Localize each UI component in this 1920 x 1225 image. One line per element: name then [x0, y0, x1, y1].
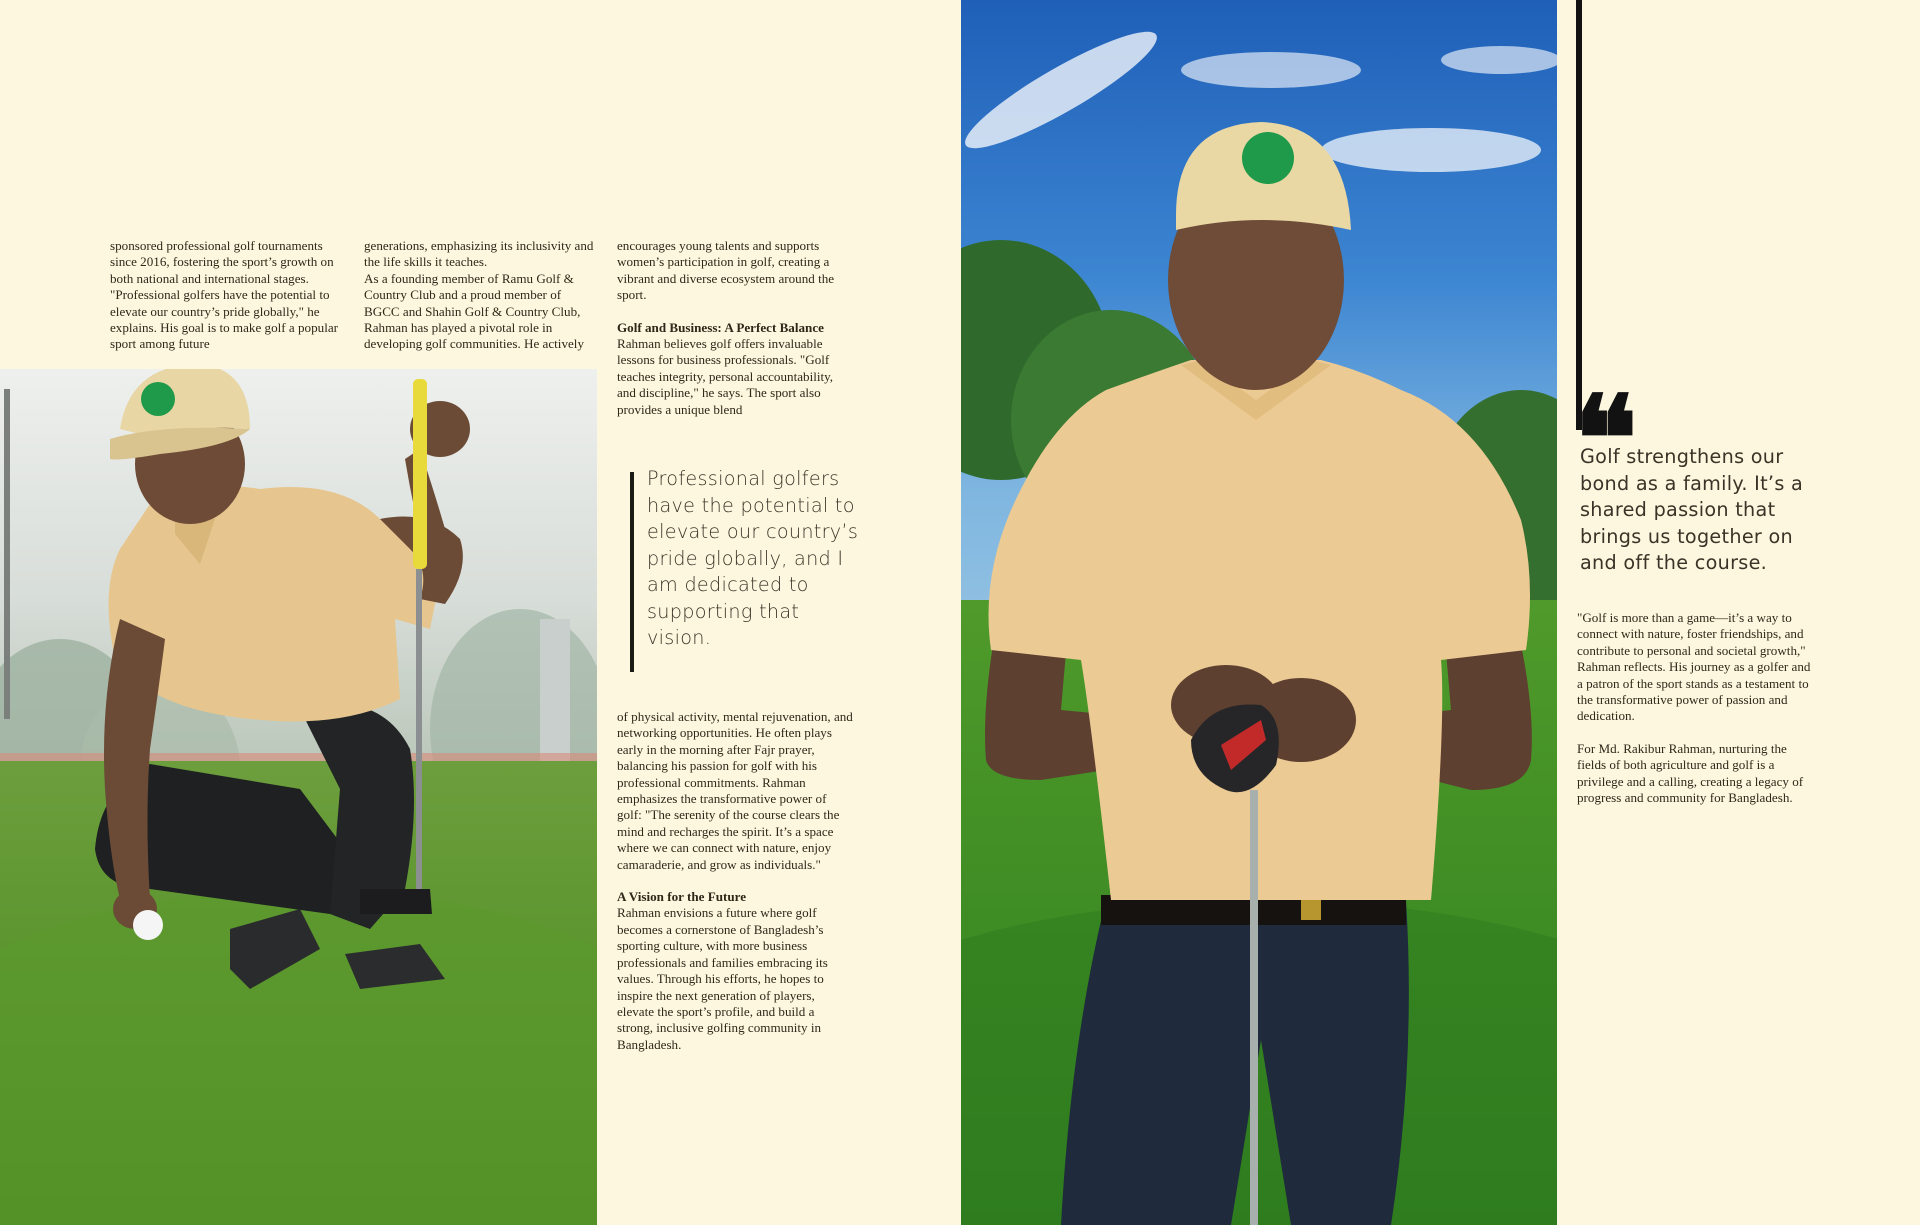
column-3-text-4: Rahman envisions a future where golf becomes a cornerstone of Bangladesh’s sporting culture, with more business professionals and families embracing its values. Through his efforts, he hopes to inspire the next generation of players, elevate the sport’s profile, and build a strong, inclusive golfing community in Bangladesh. — [617, 905, 828, 1052]
article-column-1 — [110, 238, 348, 353]
golfer-crouching-photo — [0, 369, 597, 1225]
article-column-2 — [364, 238, 600, 353]
column-3-text-2: Rahman believes golf offers invaluable lessons for business professionals. "Golf teaches integrity, personal accountability, and discipline," he says. The sport also provides a unique blend — [617, 336, 834, 417]
pull-quote-bar — [630, 472, 634, 672]
golfer-crouching-illustration — [0, 369, 597, 1225]
column-1-text: sponsored professional golf tournaments since 2016, fostering the sport’s growth on both national and international stages. "Professional golfers have the potential to elevate our country’s pride globally," he explains. His goal is to make golf a popular sport among future — [110, 238, 339, 352]
quote-mark-icon: ❝ — [1574, 369, 1638, 508]
article-column-4 — [1577, 610, 1817, 806]
pull-quote-right: Golf strengthens our bond as a family. It’s a shared passion that brings us together on and off the course. — [1580, 445, 1804, 574]
column-4-text-2: For Md. Rakibur Rahman, nurturing the fields of both agriculture and golf is a privilege and a calling, creating a legacy of progress and community for Bangladesh. — [1577, 740, 1804, 806]
article-column-3-top — [617, 238, 849, 418]
section-heading-vision: A Vision for the Future — [617, 889, 747, 905]
quote-vertical-bar — [1576, 0, 1582, 430]
golfer-standing-photo — [961, 0, 1557, 1225]
pull-quote-mid: Professional golfers have the potential to elevate our country’s pride globally, and I am dedicated to supporting that vision. — [647, 467, 859, 649]
column-4-text-1: "Golf is more than a game—it’s a way to connect with nature, foster friendships, and contribute to personal and societal growth," Rahman reflects. His journey as a golfer and a patron of the sport stands as a testament to the transformative power of passion and dedication. — [1577, 610, 1811, 724]
article-column-3-bottom — [617, 709, 853, 1053]
column-3-text-3: of physical activity, mental rejuvenation, and networking opportunities. He often plays early in the morning after Fajr prayer, balancing his passion for golf with his professional commitments. Rahman emphasizes the transformative power of golf: "The serenity of the course clears the mind and recharges the spirit. It’s a space where we can connect with nature, enjoy camaraderie, and grow as individuals." — [617, 709, 853, 872]
golfer-standing-illustration — [961, 0, 1557, 1225]
column-3-text-1: encourages young talents and supports women’s participation in golf, creating a vibrant and diverse ecosystem around the sport. — [617, 238, 835, 303]
section-heading-golf-business: Golf and Business: A Perfect Balance — [617, 319, 824, 335]
column-2-text-2: As a founding member of Ramu Golf & Country Club and a proud member of BGCC and Shahin Golf & Country Club, Rahman has played a pivotal role in developing golf communities. He actively — [364, 270, 584, 352]
column-2-text-1: generations, emphasizing its inclusivity and the life skills it teaches. — [364, 238, 594, 270]
